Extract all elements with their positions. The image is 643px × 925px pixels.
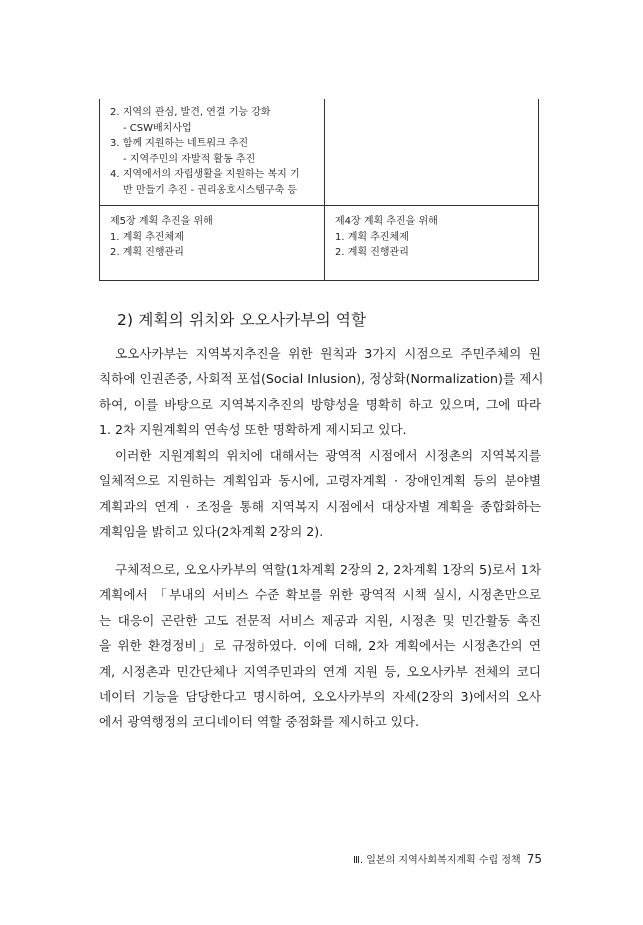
table-line: 반 만들기 추진 - 권리옹호시스템구축 등 [123, 184, 298, 196]
table-cell-right-bottom [325, 206, 539, 281]
paragraph-1 [99, 341, 544, 443]
table-line: 2. 지역의 관심, 발견, 연결 기능 강화 [110, 107, 271, 118]
text-line: 계획임을 밝히고 있다(2차계획 2장의 2). [99, 524, 324, 540]
text-line: 네이터 기능을 담당한다고 명시하여, 오오사카부의 자세(2장의 3)에서의 오사 [99, 689, 541, 705]
text-line: 하여, 이를 바탕으로 지역복지추진의 방향성을 명확히 하고 있으며, 그에 따라 [99, 396, 541, 412]
footer-chapter-title: Ⅲ. 일본의 지역사회복지계획 수립 정책 [353, 855, 521, 866]
section-heading: 2) 계획의 위치와 오오사카부의 역할 [117, 311, 367, 329]
table-line: 3. 함께 지원하는 네트워크 추진 [110, 138, 249, 149]
page-number: 75 [526, 852, 542, 866]
page-footer [353, 851, 542, 866]
table-line: - CSW배치사업 [123, 122, 192, 134]
paragraph-2 [99, 443, 541, 545]
text-line: 칙하에 인권존중, 사회적 포섭(Social Inlusion), 정상화(Normalization)를 제시 [99, 371, 544, 387]
plan-comparison-table [99, 99, 539, 281]
text-line: 을 위한 환경정비」로 규정하였다. 이에 더해, 2차 계획에서는 시정촌간의 연 [99, 638, 541, 654]
text-line: 구체적으로, 오오사카부의 역할(1차계획 2장의 2, 2차계획 1장의 5)로서 1차 [115, 562, 541, 577]
table-line: 1. 계획 추진체제 [110, 231, 184, 243]
text-line: 1. 2차 지원계획의 연속성 또한 명확하게 제시되고 있다. [99, 422, 407, 438]
table-line: 제4장 계획 추진을 위해 [335, 216, 438, 227]
text-line: 오오사카부는 지역복지추진을 위한 원칙과 3가지 시점으로 주민주체의 원 [115, 346, 541, 361]
text-line: 는 대응이 곤란한 고도 전문적 서비스 제공과 지원, 시정촌 및 민간활동 촉진 [99, 612, 541, 628]
table-line: 1. 계획 추진체제 [335, 231, 409, 243]
text-line: 계획에서 「부내의 서비스 수준 확보를 위한 광역적 시책 실시, 시정촌만으로 [99, 587, 541, 603]
paragraph-3 [99, 557, 541, 735]
table-line: 4. 지역에서의 자립생활을 지원하는 복지 기 [110, 169, 300, 180]
table-cell-right-top [325, 99, 539, 206]
table-line: - 지역주민의 자발적 활동 추진 [123, 153, 256, 165]
table-line: 2. 계획 진행관리 [110, 247, 184, 258]
table-line: 제5장 계획 추진을 위해 [110, 216, 213, 227]
text-line: 이러한 지원계획의 위치에 대해서는 광역적 시점에서 시정촌의 지역복지를 [115, 448, 541, 463]
text-line: 일체적으로 지원하는 계획임과 동시에, 고령자계획 · 장애인계획 등의 분야별 [99, 473, 541, 489]
table-line: 2. 계획 진행관리 [335, 247, 409, 258]
table-cell-left-top [100, 99, 325, 206]
table-cell-left-bottom [100, 206, 325, 281]
text-line: 계획과의 연계 · 조정을 통해 지역복지 시점에서 대상자별 계획을 종합화하는 [99, 498, 541, 514]
text-line: 에서 광역행정의 코디네이터 역할 중점화를 제시하고 있다. [99, 714, 419, 730]
text-line: 계, 시정촌과 민간단체나 지역주민과의 연계 지원 등, 오오사카부 전체의 코디 [99, 663, 541, 679]
